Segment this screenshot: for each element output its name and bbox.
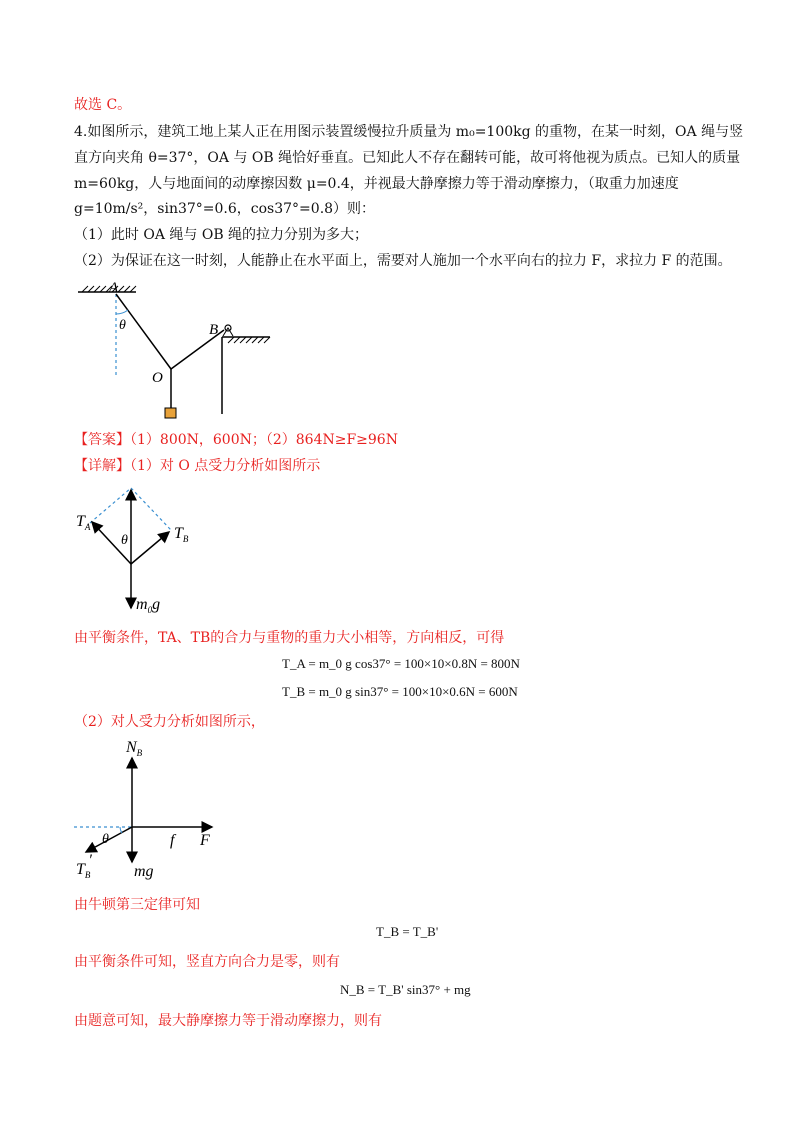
label-tb-prime: $T_B'$ — [76, 852, 92, 880]
problem-line-3: m=60kg，人与地面间的动摩擦因数 μ=0.4，并视最大静摩擦力等于滑动摩擦力，（取重力加速度 — [74, 176, 679, 192]
label-tb: $T_B$ — [174, 525, 189, 544]
question-1: （1）此时 OA 绳与 OB 绳的拉力分别为多大； — [74, 227, 369, 243]
label-f: f — [170, 832, 175, 849]
setup-diagram — [74, 280, 274, 420]
label-o: O — [152, 370, 163, 386]
detail-line-6: 由题意可知，最大静摩擦力等于滑动摩擦力，则有 — [74, 1013, 382, 1029]
label-theta: θ — [119, 318, 126, 333]
detail-line-4: 由牛顿第三定律可知 — [74, 897, 200, 913]
problem-line-4: g=10m/s²，sin37°=0.6，cos37°=0.8）则： — [74, 201, 376, 217]
label-theta-o: θ — [121, 533, 128, 548]
label-ta: $T_A$ — [76, 513, 91, 532]
detail-line-1: 【详解】（1）对 O 点受力分析如图所示 — [74, 458, 321, 474]
equation-third-law: T_B = T_B' — [376, 924, 439, 939]
equation-tb: T_B = m_0 g sin37° = 100×10×0.6N = 600N — [282, 684, 518, 699]
detail-line-3: （2）对人受力分析如图所示， — [74, 714, 265, 730]
label-m0g: $m_0g$ — [136, 596, 161, 615]
problem-line-1: 4.如图所示，建筑工地上某人正在用图示装置缓慢拉升质量为 m₀=100kg 的重物，在某一时刻，OA 绳与竖 — [74, 124, 744, 140]
label-a: A — [109, 280, 119, 296]
label-nb: $N_B$ — [126, 739, 143, 758]
problem-line-2: 直方向夹角 θ=37°，OA 与 OB 绳恰好垂直。已知此人不存在翻转可能，故可将他视为质点。已知人的质量 — [74, 150, 741, 166]
detail-line-2: 由平衡条件，TA、TB的合力与重物的重力大小相等，方向相反，可得 — [74, 630, 505, 646]
prev-answer-line: 故选 C。 — [74, 97, 132, 113]
label-big-f: F — [200, 832, 210, 849]
label-b: B — [209, 322, 219, 338]
force-diagram-o — [74, 480, 214, 615]
detail-line-5: 由平衡条件可知，竖直方向合力是零，则有 — [74, 954, 340, 970]
label-theta-person: θ — [102, 832, 109, 847]
answer-line: 【答案】（1）800N，600N；（2）864N≥F≥96N — [74, 432, 398, 448]
question-2: （2）为保证在这一时刻，人能静止在水平面上，需要对人施加一个水平向右的拉力 F，求拉力 F 的范围。 — [74, 253, 732, 269]
force-diagram-person — [72, 738, 222, 883]
equation-nb: N_B = T_B' sin37° + mg — [340, 982, 471, 997]
equation-ta: T_A = m_0 g cos37° = 100×10×0.8N = 800N — [282, 656, 520, 671]
label-mg: mg — [134, 863, 154, 880]
